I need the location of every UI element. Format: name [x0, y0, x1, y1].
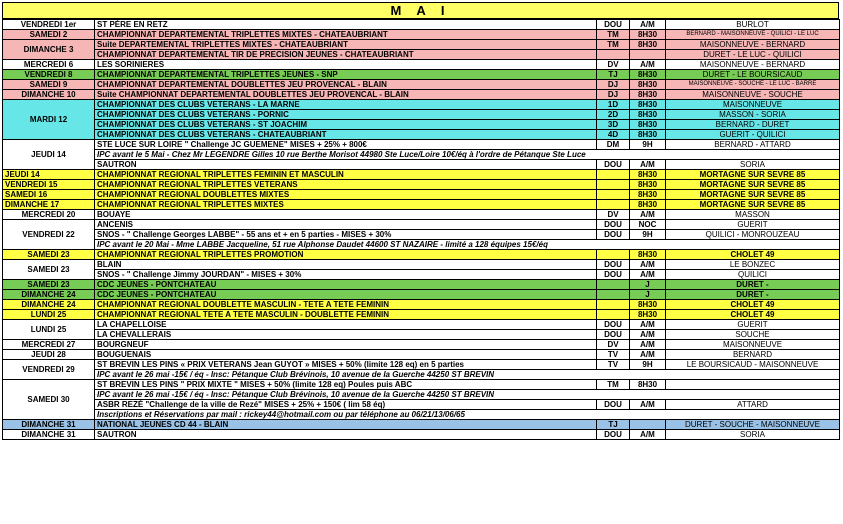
day-cell: DIMANCHE 24 — [3, 290, 95, 300]
type-cell: DV — [597, 60, 630, 70]
schedule-row — [3, 350, 840, 360]
schedule-row — [3, 50, 840, 60]
schedule-row — [3, 430, 840, 440]
time-cell: A/M — [630, 160, 666, 170]
club-cell: MORTAGNE SUR SEVRE 85 — [666, 190, 840, 200]
club-cell: DURET - SOUCHE - MAISONNEUVE — [666, 420, 840, 430]
time-cell: A/M — [630, 60, 666, 70]
time-cell: A/M — [630, 20, 666, 30]
type-cell: TM — [597, 380, 630, 390]
day-cell: MERCREDI 20 — [3, 210, 95, 220]
schedule-row — [3, 310, 840, 320]
event-cell: CHAMPIONNAT DES CLUBS VETERANS - ST JOACHIM — [95, 120, 597, 130]
club-cell: GUERIT - QUILICI — [666, 130, 840, 140]
time-cell: 8H30 — [630, 310, 666, 320]
schedule-row — [3, 150, 840, 160]
event-cell: STE LUCE SUR LOIRE " Challenge JC GUEMENE" MISES + 25% + 800€ — [95, 140, 597, 150]
time-cell: 8H30 — [630, 30, 666, 40]
club-cell: MASSON — [666, 210, 840, 220]
type-cell: DOU — [597, 270, 630, 280]
type-cell: DM — [597, 140, 630, 150]
club-cell: QUILICI - MONROUZEAU — [666, 230, 840, 240]
schedule-row — [3, 270, 840, 280]
day-cell: JEUDI 14 — [3, 140, 95, 170]
club-cell: GUERIT — [666, 320, 840, 330]
club-cell: DURET - — [666, 280, 840, 290]
day-cell: VENDREDI 22 — [3, 220, 95, 250]
schedule-row — [3, 180, 840, 190]
schedule-row — [3, 380, 840, 390]
time-cell: NOC — [630, 220, 666, 230]
type-cell: DOU — [597, 160, 630, 170]
club-cell: GUERIT — [666, 220, 840, 230]
day-cell: SAMEDI 9 — [3, 80, 95, 90]
time-cell: A/M — [630, 320, 666, 330]
day-cell: JEUDI 14 — [3, 170, 95, 180]
day-cell: JEUDI 28 — [3, 350, 95, 360]
time-cell: 8H30 — [630, 80, 666, 90]
schedule-row — [3, 130, 840, 140]
time-cell: A/M — [630, 340, 666, 350]
type-cell: 1D — [597, 100, 630, 110]
day-cell: SAMEDI 23 — [3, 250, 95, 260]
club-cell: BERNARD - MAISONNEUVE - QUILICI - LE LUC — [666, 30, 840, 40]
schedule-row — [3, 220, 840, 230]
event-cell: LA CHAPELLOISE — [95, 320, 597, 330]
event-cell: CHAMPIONNAT REGIONAL DOUBLETTES MIXTES — [95, 190, 597, 200]
type-cell: 4D — [597, 130, 630, 140]
day-cell: VENDREDI 15 — [3, 180, 95, 190]
day-cell: DIMANCHE 31 — [3, 430, 95, 440]
club-cell: MAISONNEUVE — [666, 100, 840, 110]
club-cell: BERNARD - ATTARD — [666, 140, 840, 150]
event-cell: CHAMPIONNAT REGIONAL TRIPLETTES FEMININ ET MASCULIN — [95, 170, 597, 180]
event-cell: CHAMPIONNAT REGIONAL TRIPLETTES VETERANS — [95, 180, 597, 190]
day-cell: DIMANCHE 3 — [3, 40, 95, 60]
day-cell: SAMEDI 23 — [3, 260, 95, 280]
schedule-sheet — [2, 2, 839, 440]
club-cell: QUILICI — [666, 270, 840, 280]
type-cell: DOU — [597, 230, 630, 240]
club-cell: MASSON - SORIA — [666, 110, 840, 120]
club-cell: MORTAGNE SUR SEVRE 85 — [666, 170, 840, 180]
club-cell: SOUCHE — [666, 330, 840, 340]
club-cell: ATTARD — [666, 400, 840, 410]
type-cell: DOU — [597, 400, 630, 410]
schedule-row — [3, 60, 840, 70]
day-cell: DIMANCHE 17 — [3, 200, 95, 210]
type-cell — [597, 50, 630, 60]
day-cell: MARDI 12 — [3, 100, 95, 140]
club-cell: MORTAGNE SUR SEVRE 85 — [666, 200, 840, 210]
schedule-row — [3, 240, 840, 250]
type-cell: DOU — [597, 430, 630, 440]
club-cell: SORIA — [666, 160, 840, 170]
type-cell: TM — [597, 30, 630, 40]
day-cell: SAMEDI 16 — [3, 190, 95, 200]
type-cell: DJ — [597, 90, 630, 100]
schedule-row — [3, 400, 840, 410]
schedule-row — [3, 340, 840, 350]
schedule-row — [3, 140, 840, 150]
time-cell — [630, 50, 666, 60]
registration-note: Inscriptions et Réservations par mail : rickey44@hotmail.com ou par téléphone au 06/21/13/06/65 — [95, 410, 840, 420]
club-cell: DURET - LE LUC - QUILICI — [666, 50, 840, 60]
type-cell: DOU — [597, 320, 630, 330]
type-cell: DV — [597, 340, 630, 350]
event-cell: CHAMPIONNAT DEPARTEMENTAL TRIPLETTES JEUNES - SNP — [95, 70, 597, 80]
type-cell — [597, 250, 630, 260]
registration-note: IPC avant le 5 Mai - Chez Mr LEGENDRE Gilles 10 rue Berthe Morisot 44980 Ste Luce/Loire 10€/éq à l'ordre de Pétanque Ste Luce — [95, 150, 840, 160]
time-cell: A/M — [630, 260, 666, 270]
schedule-row — [3, 390, 840, 400]
time-cell: J — [630, 280, 666, 290]
club-cell: MAISONNEUVE - BERNARD — [666, 60, 840, 70]
day-cell: MERCREDI 6 — [3, 60, 95, 70]
schedule-row — [3, 280, 840, 290]
type-cell: TV — [597, 350, 630, 360]
type-cell — [597, 200, 630, 210]
club-cell — [666, 380, 840, 390]
type-cell: 3D — [597, 120, 630, 130]
schedule-row — [3, 260, 840, 270]
time-cell: 8H30 — [630, 90, 666, 100]
event-cell: ANCENIS — [95, 220, 597, 230]
time-cell: 8H30 — [630, 120, 666, 130]
time-cell: 9H — [630, 140, 666, 150]
type-cell: TM — [597, 40, 630, 50]
type-cell — [597, 300, 630, 310]
time-cell: 8H30 — [630, 250, 666, 260]
schedule-row — [3, 160, 840, 170]
event-cell: LA CHEVALLERAIS — [95, 330, 597, 340]
time-cell: 8H30 — [630, 70, 666, 80]
club-cell: LE BONZEC — [666, 260, 840, 270]
schedule-row — [3, 170, 840, 180]
time-cell: J — [630, 290, 666, 300]
event-cell: ST PÈRE EN RETZ — [95, 20, 597, 30]
day-cell: LUNDI 25 — [3, 320, 95, 340]
schedule-row — [3, 370, 840, 380]
event-cell: CHAMPIONNAT DEPARTEMENTAL DOUBLETTES JEU PROVENCAL - BLAIN — [95, 80, 597, 90]
time-cell: A/M — [630, 430, 666, 440]
day-cell: VENDREDI 29 — [3, 360, 95, 380]
event-cell: CHAMPIONNAT DES CLUBS VETERANS - CHATEAUBRIANT — [95, 130, 597, 140]
schedule-row — [3, 40, 840, 50]
event-cell: BOURGNEUF — [95, 340, 597, 350]
time-cell: 8H30 — [630, 40, 666, 50]
schedule-row — [3, 250, 840, 260]
time-cell: 9H — [630, 230, 666, 240]
day-cell: SAMEDI 2 — [3, 30, 95, 40]
time-cell: A/M — [630, 330, 666, 340]
schedule-row — [3, 20, 840, 30]
type-cell: TJ — [597, 70, 630, 80]
schedule-row — [3, 210, 840, 220]
club-cell: MAISONNEUVE - BERNARD — [666, 40, 840, 50]
event-cell: CHAMPIONNAT REGIONAL TETE A TETE MASCULIN - DOUBLETTE FEMININ — [95, 310, 597, 320]
day-cell: DIMANCHE 31 — [3, 420, 95, 430]
type-cell: DJ — [597, 80, 630, 90]
schedule-row — [3, 30, 840, 40]
registration-note: IPC avant le 20 Mai - Mme LABBE Jacqueline, 51 rue Alphonse Daudet 44600 ST NAZAIRE - limité a 128 équipes 15€/éq — [95, 240, 840, 250]
type-cell: TV — [597, 360, 630, 370]
club-cell: MAISONNEUVE - SOUCHE — [666, 90, 840, 100]
time-cell: 8H30 — [630, 130, 666, 140]
time-cell: 8H30 — [630, 110, 666, 120]
type-cell: DOU — [597, 20, 630, 30]
type-cell: DOU — [597, 330, 630, 340]
event-cell: ST BREVIN LES PINS " PRIX MIXTE " MISES + 50% (limite 128 eq) Poules puis ABC — [95, 380, 597, 390]
type-cell — [597, 190, 630, 200]
month-title: M A I — [2, 2, 839, 19]
schedule-row — [3, 300, 840, 310]
event-cell: BOUGUENAIS — [95, 350, 597, 360]
time-cell: 8H30 — [630, 200, 666, 210]
day-cell: LUNDI 25 — [3, 310, 95, 320]
schedule-row — [3, 290, 840, 300]
schedule-row — [3, 100, 840, 110]
club-cell: DURET - LE BOURSICAUD — [666, 70, 840, 80]
club-cell: MORTAGNE SUR SEVRE 85 — [666, 180, 840, 190]
time-cell: 8H30 — [630, 190, 666, 200]
day-cell: SAMEDI 30 — [3, 380, 95, 420]
club-cell: MAISONNEUVE — [666, 340, 840, 350]
club-cell: BERNARD — [666, 350, 840, 360]
schedule-row — [3, 320, 840, 330]
club-cell: LE BOURSICAUD - MAISONNEUVE — [666, 360, 840, 370]
schedule-row — [3, 110, 840, 120]
event-cell: SNOS - " Challenge Georges LABBE" - 55 ans et + en 5 parties - MISES + 30% — [95, 230, 597, 240]
type-cell — [597, 170, 630, 180]
schedule-row — [3, 190, 840, 200]
schedule-row — [3, 230, 840, 240]
event-cell: CDC JEUNES - PONTCHATEAU — [95, 290, 597, 300]
time-cell: 8H30 — [630, 180, 666, 190]
day-cell: DIMANCHE 24 — [3, 300, 95, 310]
schedule-row — [3, 420, 840, 430]
event-cell: NATIONAL JEUNES CD 44 - BLAIN — [95, 420, 597, 430]
day-cell: MERCREDI 27 — [3, 340, 95, 350]
schedule-row — [3, 360, 840, 370]
event-cell: ST BREVIN LES PINS « PRIX VETERANS Jean GUYOT » MISES + 50% (limite 128 eq) en 5 parties — [95, 360, 597, 370]
schedule-body — [3, 20, 840, 440]
event-cell: ASBR REZÉ "Challenge de la ville de Rezé" MISES + 25% + 150€ ( lim 58 éq) — [95, 400, 597, 410]
time-cell: A/M — [630, 400, 666, 410]
schedule-row — [3, 80, 840, 90]
club-cell: BERNARD - DURET — [666, 120, 840, 130]
time-cell: 8H30 — [630, 100, 666, 110]
event-cell: BOUAYE — [95, 210, 597, 220]
day-cell: SAMEDI 23 — [3, 280, 95, 290]
day-cell: DIMANCHE 10 — [3, 90, 95, 100]
schedule-row — [3, 90, 840, 100]
type-cell — [597, 290, 630, 300]
event-cell: CDC JEUNES - PONTCHATEAU — [95, 280, 597, 290]
event-cell: CHAMPIONNAT REGIONAL DOUBLETTE MASCULIN - TETE A TETE FEMININ — [95, 300, 597, 310]
event-cell: SAUTRON — [95, 160, 597, 170]
club-cell: SORIA — [666, 430, 840, 440]
type-cell: DOU — [597, 260, 630, 270]
time-cell: 8H30 — [630, 300, 666, 310]
time-cell: A/M — [630, 350, 666, 360]
event-cell: CHAMPIONNAT REGIONAL TRIPLETTES MIXTES — [95, 200, 597, 210]
club-cell: CHOLET 49 — [666, 250, 840, 260]
club-cell: CHOLET 49 — [666, 300, 840, 310]
type-cell: DV — [597, 210, 630, 220]
type-cell: DOU — [597, 220, 630, 230]
schedule-row — [3, 120, 840, 130]
schedule-row — [3, 330, 840, 340]
day-cell: VENDREDI 1er — [3, 20, 95, 30]
club-cell: BURLOT — [666, 20, 840, 30]
schedule-row — [3, 410, 840, 420]
event-cell: CHAMPIONNAT REGIONAL TRIPLETTES PROMOTION — [95, 250, 597, 260]
event-cell: CHAMPIONNAT DES CLUBS VETERANS - PORNIC — [95, 110, 597, 120]
schedule-table — [2, 19, 840, 440]
schedule-row — [3, 200, 840, 210]
event-cell: SNOS - " Challenge Jimmy JOURDAN" - MISES + 30% — [95, 270, 597, 280]
club-cell: DURET - — [666, 290, 840, 300]
day-cell: VENDREDI 8 — [3, 70, 95, 80]
schedule-row — [3, 70, 840, 80]
type-cell — [597, 310, 630, 320]
time-cell: 9H — [630, 360, 666, 370]
event-cell: CHAMPIONNAT DEPARTEMENTAL TRIPLETTES MIXTES - CHATEAUBRIANT — [95, 30, 597, 40]
event-cell: Suite CHAMPIONNAT DEPARTEMENTAL DOUBLETTES JEU PROVENCAL - BLAIN — [95, 90, 597, 100]
club-cell: CHOLET 49 — [666, 310, 840, 320]
time-cell: 8H30 — [630, 170, 666, 180]
event-cell: SAUTRON — [95, 430, 597, 440]
event-cell: CHAMPIONNAT DES CLUBS VETERANS - LA MARNE — [95, 100, 597, 110]
type-cell — [597, 280, 630, 290]
type-cell — [597, 180, 630, 190]
time-cell: 8H30 — [630, 380, 666, 390]
time-cell — [630, 420, 666, 430]
event-cell: LES SORINIERES — [95, 60, 597, 70]
event-cell: CHAMPIONNAT DEPARTEMENTAL TIR DE PRECISION JEUNES - CHATEAUBRIANT — [95, 50, 597, 60]
registration-note: IPC avant le 26 mai -15€ / éq - Insc: Pétanque Club Brévinois, 10 avenue de la Guerche 44250 ST BREVIN — [95, 370, 840, 380]
time-cell: A/M — [630, 210, 666, 220]
time-cell: A/M — [630, 270, 666, 280]
event-cell: BLAIN — [95, 260, 597, 270]
type-cell: 2D — [597, 110, 630, 120]
type-cell: TJ — [597, 420, 630, 430]
event-cell: Suite DEPARTEMENTAL TRIPLETTES MIXTES - CHATEAUBRIANT — [95, 40, 597, 50]
club-cell: MAISONNEUVE - SOUCHE - LE LUC - BARRE — [666, 80, 840, 90]
registration-note: IPC avant le 26 mai -15€ / éq - Insc: Pétanque Club Brévinois, 10 avenue de la Guerche 44250 ST BREVIN — [95, 390, 840, 400]
